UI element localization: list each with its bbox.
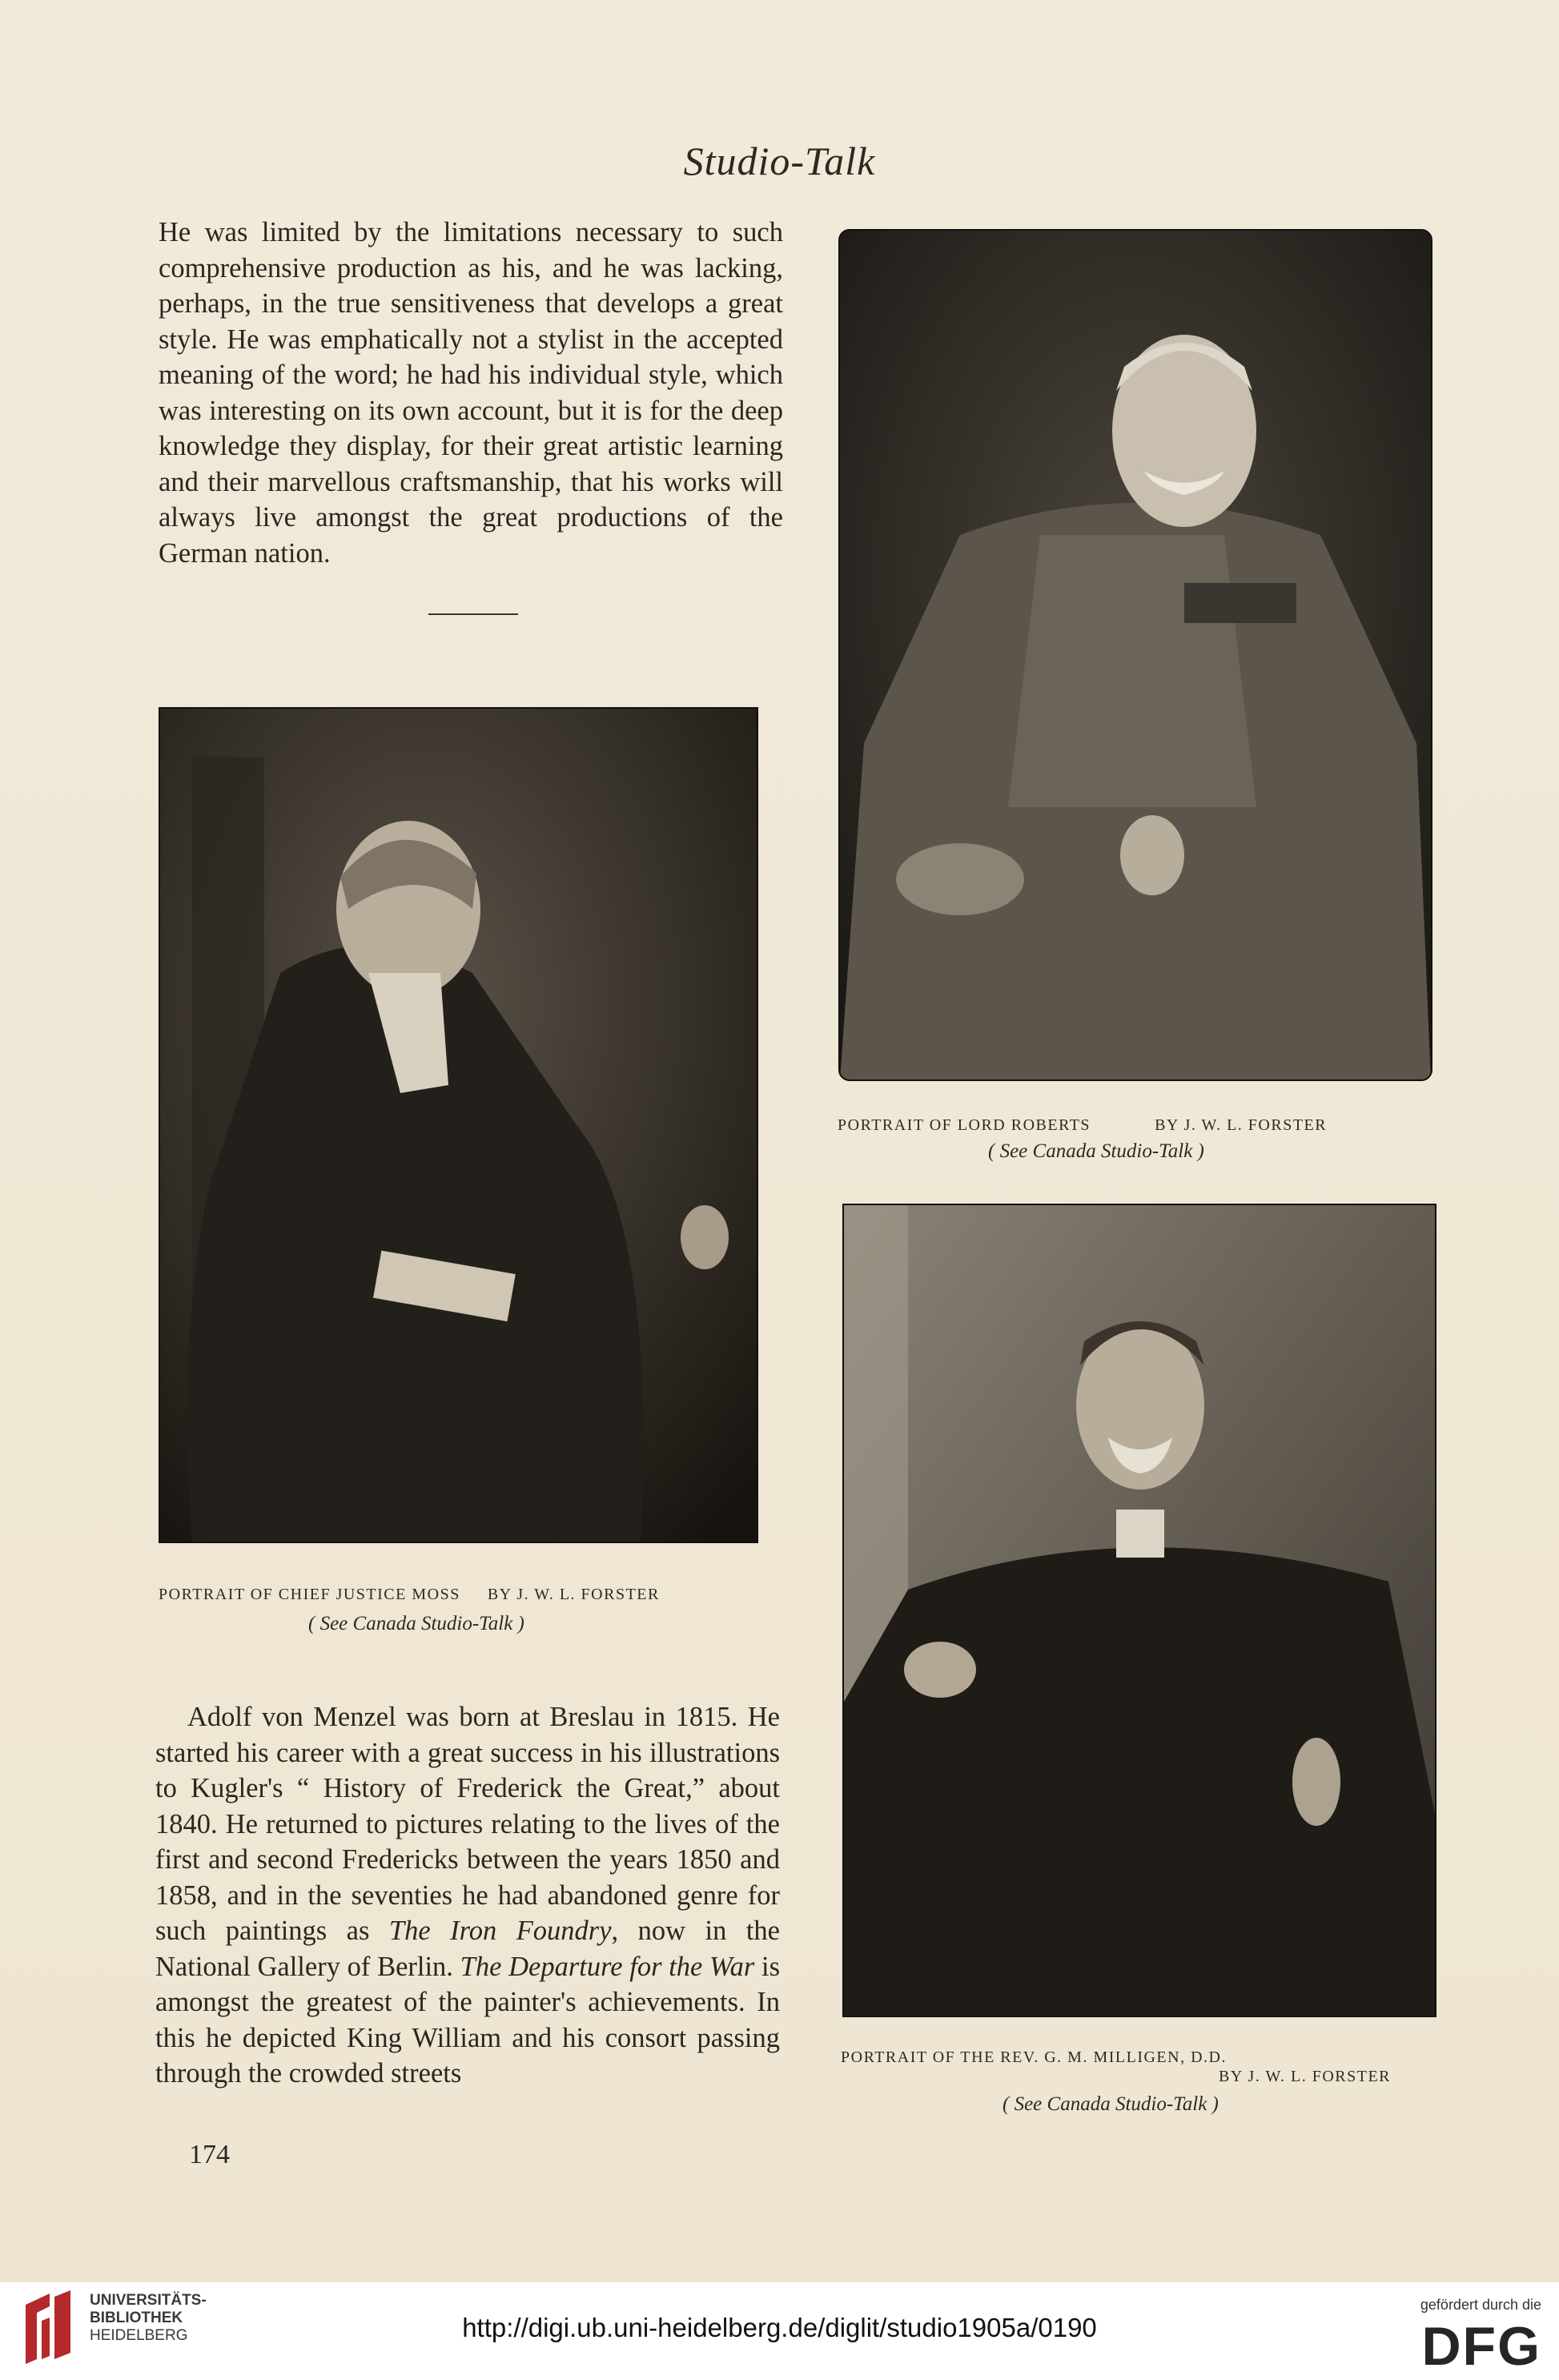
library-line-3: HEIDELBERG	[90, 2327, 188, 2344]
text-column-top	[159, 215, 783, 571]
section-divider	[428, 613, 518, 615]
paragraph-2-part1: Adolf von Menzel was born at Breslau in 1815. He started his career with a great success in his illustrations to Kugler's “ History of Frederick the Great,” about 1840. He returned to pictures relating to the lives of the first and second Fredericks between the years 1850 and 1858, and in the seventies he had abandoned genre for such paintings as	[155, 1702, 780, 1946]
portrait-rev-milligen	[842, 1204, 1436, 2017]
artwork-title-departure: The Departure for the War	[460, 1951, 755, 1982]
caption-milligen-credit: BY J. W. L. FORSTER	[1219, 2068, 1392, 2085]
portrait-chief-justice-moss	[159, 707, 758, 1543]
paragraph-2	[155, 1699, 780, 2092]
caption-moss-note: ( See Canada Studio-Talk )	[308, 1613, 524, 1634]
caption-milligen-note: ( See Canada Studio-Talk )	[1003, 2093, 1219, 2115]
paragraph-2-part3: is amongst the greatest of the painter's achievements. In this he depicted King William and his consort passing through the crowded streets	[155, 1951, 781, 2089]
caption-moss	[159, 1586, 660, 1604]
caption-moss-credit: BY J. W. L. FORSTER	[487, 1586, 660, 1603]
library-line-2: BIBLIOTHEK	[90, 2310, 183, 2326]
caption-roberts-note: ( See Canada Studio-Talk )	[988, 1140, 1204, 1162]
portrait-lord-roberts	[838, 229, 1432, 1081]
paragraph-1: He was limited by the limitations necessary to such comprehensive production as his, and he was lacking, perhaps, in the true sensitiveness that develops a great style. He was emphatically not a stylist in the accepted meaning of the word; he had his individual style, which was interesting on its own account, but it is for the deep knowledge they display, for their great artistic learning and their marvellous craftsmanship, that his works will always live amongst the great productions of the German nation.	[159, 217, 783, 569]
caption-roberts	[838, 1116, 1327, 1135]
paragraph-2-part2: , now in the National Gallery of Berlin.	[155, 1916, 780, 1982]
caption-roberts-credit: BY J. W. L. FORSTER	[1155, 1116, 1328, 1134]
caption-moss-title: PORTRAIT OF CHIEF JUSTICE MOSS	[159, 1586, 460, 1603]
caption-milligen-title: PORTRAIT OF THE REV. G. M. MILLIGEN, D.D.	[841, 2048, 1227, 2066]
caption-roberts-title: PORTRAIT OF LORD ROBERTS	[838, 1116, 1091, 1134]
permalink-url[interactable]: http://digi.ub.uni-heidelberg.de/diglit/studio1905a/0190	[462, 2313, 1097, 2342]
library-line-1: UNIVERSITÄTS-	[90, 2292, 207, 2309]
artwork-title-iron-foundry: The Iron Foundry	[388, 1916, 612, 1946]
dfg-logo: DFG	[1421, 2316, 1541, 2377]
page-number: 174	[189, 2140, 230, 2169]
funding-note: gefördert durch die	[1420, 2297, 1541, 2313]
running-head: Studio-Talk	[683, 139, 876, 183]
text-column-bottom	[155, 1699, 780, 2092]
